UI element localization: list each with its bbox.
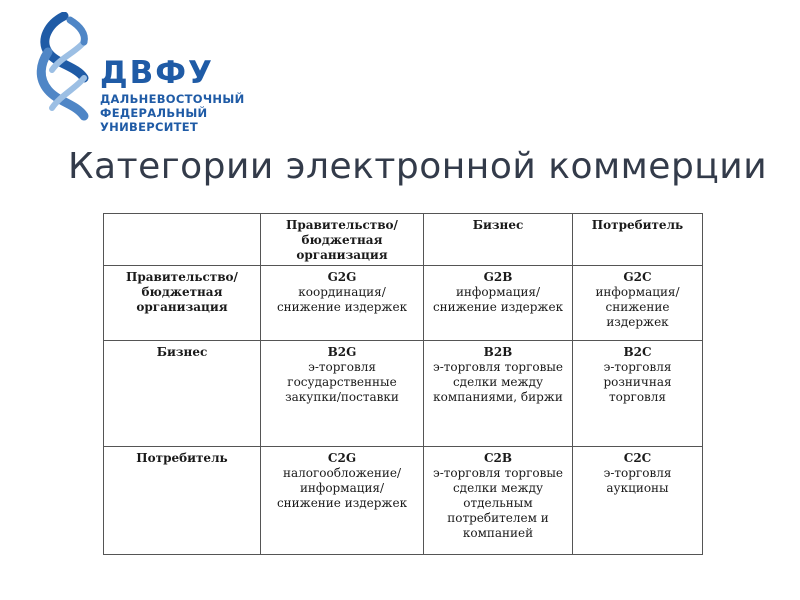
cell-g2b: [424, 266, 573, 341]
row-header-government: Правительство/ бюджетная организация: [104, 266, 261, 341]
cell-g2c: [573, 266, 703, 341]
cell-b2c: [573, 341, 703, 447]
cell-g2g: [261, 266, 424, 341]
cell-description: э-торговля государственные закупки/поставки: [285, 360, 399, 404]
row-header-business: Бизнес: [104, 341, 261, 447]
cell-code: G2B: [483, 270, 513, 284]
table-row: [104, 341, 703, 447]
column-header-government: Правительство/ бюджетная организация: [261, 214, 424, 266]
cell-code: G2G: [327, 270, 357, 284]
university-logo: [30, 12, 260, 132]
logo-line-2: ФЕДЕРАЛЬНЫЙ: [100, 106, 208, 120]
commerce-categories-table-wrap: [103, 213, 702, 554]
column-header-business: Бизнес: [424, 214, 573, 266]
cell-description: э-торговля торговые сделки между отдельным потребителем и компанией: [432, 466, 564, 540]
cell-code: B2C: [623, 345, 652, 359]
cell-c2c: [573, 447, 703, 555]
table-row: [104, 447, 703, 555]
logo-line-3: УНИВЕРСИТЕТ: [100, 120, 199, 134]
header-row: [104, 214, 703, 266]
logo-line-1: ДАЛЬНЕВОСТОЧНЫЙ: [100, 92, 245, 106]
cell-code: C2C: [623, 451, 652, 465]
slide-title: Категории электронной коммерции: [68, 146, 768, 187]
cell-b2g: [261, 341, 424, 447]
cell-description: э-торговля розничная торговля: [603, 360, 672, 404]
corner-cell: [104, 214, 261, 266]
cell-code: C2G: [327, 451, 357, 465]
table-row: [104, 266, 703, 341]
cell-description: налогообложение/ информация/ снижение издержек: [276, 466, 408, 510]
logo-abbreviation: ДВФУ: [100, 55, 214, 91]
cell-c2b: [424, 447, 573, 555]
cell-description: э-торговля торговые сделки между компаниями, биржи: [432, 360, 564, 404]
column-header-consumer: Потребитель: [573, 214, 703, 266]
row-header-consumer: Потребитель: [104, 447, 261, 555]
cell-description: э-торговля аукционы: [603, 466, 672, 495]
cell-code: B2G: [327, 345, 357, 359]
cell-code: B2B: [483, 345, 513, 359]
cell-description: информация/ снижение издержек: [432, 285, 564, 314]
cell-description: информация/ снижение издержек: [595, 285, 680, 329]
cell-code: G2C: [623, 270, 652, 284]
cell-b2b: [424, 341, 573, 447]
cell-c2g: [261, 447, 424, 555]
cell-description: координация/ снижение издержек: [276, 285, 408, 314]
commerce-categories-table: [103, 213, 703, 555]
cell-code: C2B: [483, 451, 513, 465]
dna-helix-icon: [30, 12, 100, 132]
